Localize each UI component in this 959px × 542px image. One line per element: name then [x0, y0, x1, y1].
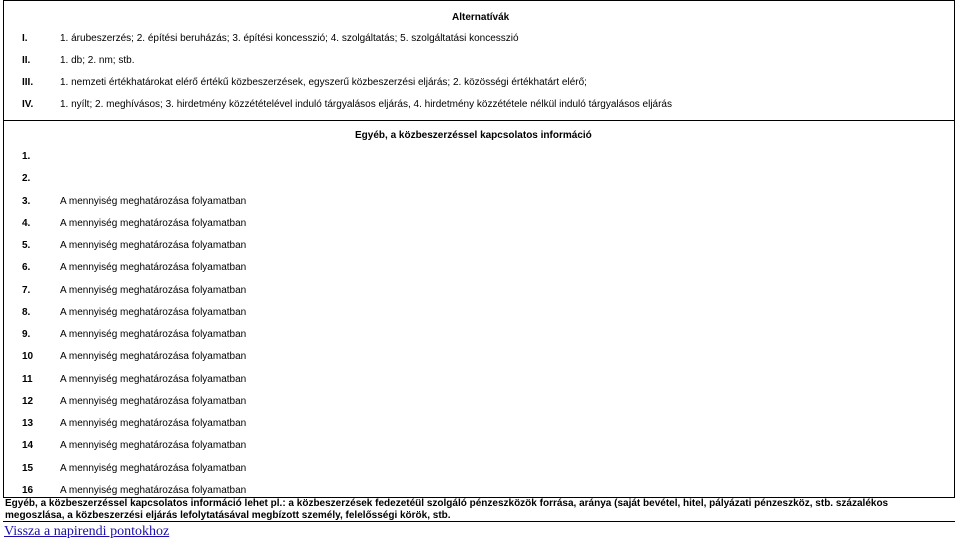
other-info-title: Egyéb, a közbeszerzéssel kapcsolatos információ	[355, 130, 592, 141]
row-text: A mennyiség meghatározása folyamatban	[60, 218, 247, 229]
row-text: A mennyiség meghatározása folyamatban	[60, 463, 247, 474]
row-text: A mennyiség meghatározása folyamatban	[60, 440, 247, 451]
row-text: A mennyiség meghatározása folyamatban	[60, 196, 247, 207]
row-text: A mennyiség meghatározása folyamatban	[60, 374, 247, 385]
row-number: 13	[22, 418, 34, 429]
row-text: A mennyiség meghatározása folyamatban	[60, 485, 247, 496]
row-number: 8.	[22, 307, 31, 318]
alternative-number: IV.	[22, 99, 34, 110]
row-text: A mennyiség meghatározása folyamatban	[60, 307, 247, 318]
row-number: 15	[22, 463, 34, 474]
row-text: A mennyiség meghatározása folyamatban	[60, 351, 247, 362]
row-number: 9.	[22, 329, 31, 340]
table-border-right	[954, 0, 955, 498]
row-number: 6.	[22, 262, 31, 273]
row-number: 4.	[22, 218, 31, 229]
row-text: A mennyiség meghatározása folyamatban	[60, 329, 247, 340]
alternative-text: 1. db; 2. nm; stb.	[60, 55, 135, 66]
section-divider	[3, 120, 955, 121]
alternative-number: I.	[22, 33, 28, 44]
row-number: 3.	[22, 196, 31, 207]
footer-note: Egyéb, a közbeszerzéssel kapcsolatos információ lehet pl.: a közbeszerzések fedezetéül szolgáló pénzeszközök forrása, aránya (saját bevétel, hitel, pályázati pénzeszköz, stb. százalékos megoszlása, a közbeszerzési eljárás lefolytatásával megbízott személy, felelősségi körök, stb.	[5, 498, 889, 521]
table-border-top	[3, 0, 955, 1]
row-text: A mennyiség meghatározása folyamatban	[60, 262, 247, 273]
alternative-text: 1. nemzeti értékhatárokat elérő értékű közbeszerzések, egyszerű közbeszerzési eljárás; 2. közösségi értékhatárt elérő;	[60, 77, 587, 88]
row-number: 12	[22, 396, 34, 407]
alternatives-title: Alternatívák	[452, 12, 510, 23]
row-number: 16	[22, 485, 34, 496]
row-number: 5.	[22, 240, 31, 251]
row-number: 2.	[22, 173, 31, 184]
row-text: A mennyiség meghatározása folyamatban	[60, 240, 247, 251]
row-text: A mennyiség meghatározása folyamatban	[60, 396, 247, 407]
row-number: 7.	[22, 285, 31, 296]
alternative-text: 1. árubeszerzés; 2. építési beruházás; 3. építési koncesszió; 4. szolgáltatás; 5. szolgáltatási koncesszió	[60, 33, 519, 44]
row-number: 1.	[22, 151, 31, 162]
row-number: 10	[22, 351, 34, 362]
row-text: A mennyiség meghatározása folyamatban	[60, 418, 247, 429]
alternative-text: 1. nyílt; 2. meghívásos; 3. hirdetmény közzétételével induló tárgyalásos eljárás, 4. hirdetmény közzététele nélkül induló tárgyalásos eljárás	[60, 99, 672, 110]
row-number: 14	[22, 440, 34, 451]
table-border-left	[3, 0, 4, 498]
row-number: 11	[22, 374, 33, 385]
back-to-agenda-link[interactable]: Vissza a napirendi pontokhoz	[4, 524, 170, 539]
alternative-number: III.	[22, 77, 34, 88]
alternative-number: II.	[22, 55, 31, 66]
row-text: A mennyiség meghatározása folyamatban	[60, 285, 247, 296]
